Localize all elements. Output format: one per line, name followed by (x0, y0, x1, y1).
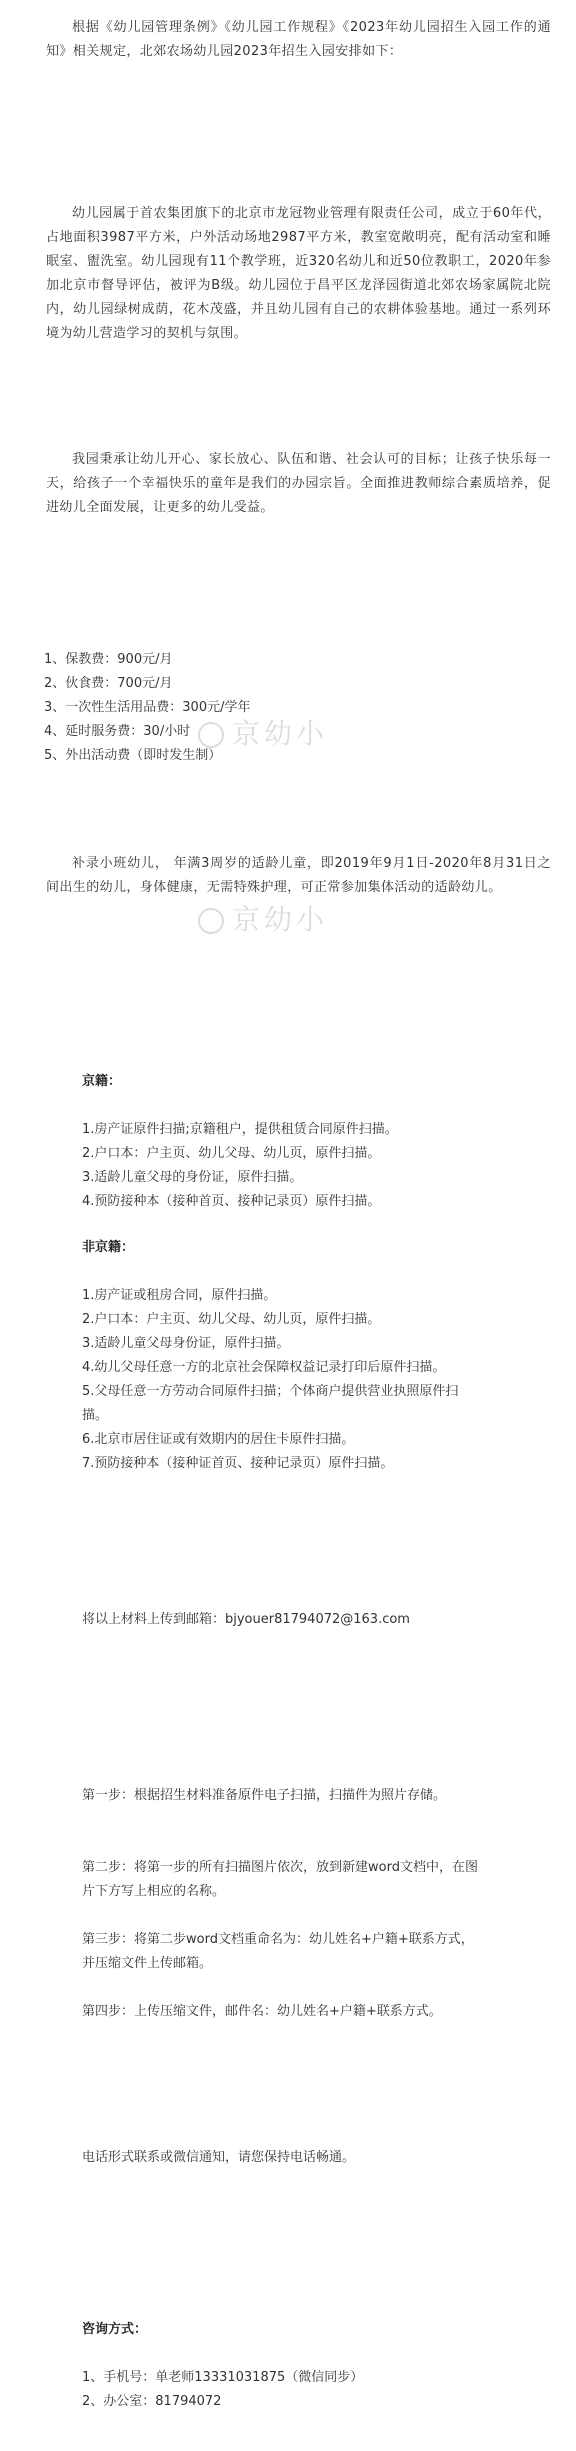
contact-phone: 1、手机号：单老师13331031875（微信同步） (82, 2370, 364, 2385)
nonbeijing-requirements (82, 1236, 482, 1476)
beijing-title: 京籍： (82, 1074, 122, 1089)
requirement-item: 2.户口本：户主页、幼儿父母、幼儿页，原件扫描。 (82, 1146, 381, 1161)
fee-list (44, 648, 524, 768)
fee-item: 2、伙食费：700元/月 (44, 676, 173, 691)
fee-item: 4、延时服务费：30/小时 (44, 724, 191, 739)
step-1: 第一步：根据招生材料准备原件电子扫描，扫描件为照片存储。 (82, 1788, 447, 1803)
intro-paragraph-1: 根据《幼儿园管理条例》《幼儿园工作规程》《2023年幼儿园招生入园工作的通知》相关规定，北郊农场幼儿园2023年招生入园安排如下： (46, 20, 551, 59)
intro-paragraph-3: 我园秉承让幼儿开心、家长放心、队伍和谐、社会认可的目标；让孩子快乐每一天，给孩子一个幸福快乐的童年是我们的办园宗旨。全面推进教师综合素质培养，促进幼儿全面发展，让更多的幼儿受益。 (46, 452, 551, 515)
requirement-item: 1.房产证或租房合同，原件扫描。 (82, 1288, 277, 1303)
requirement-item: 3.适龄儿童父母身份证，原件扫描。 (82, 1336, 290, 1351)
requirement-item: 6.北京市居住证或有效期内的居住卡原件扫描。 (82, 1432, 355, 1447)
upload-instruction: 将以上材料上传到邮箱：bjyouer81794072@163.com (82, 1612, 410, 1627)
contact-section (82, 2318, 482, 2414)
step-2: 第二步：将第一步的所有扫描图片依次，放到新建word文档中，在图片下方写上相应的名称。 (82, 1860, 478, 1899)
step-3: 第三步：将第二步word文档重命名为：幼儿姓名+户籍+联系方式，并压缩文件上传邮箱。 (82, 1932, 474, 1971)
requirement-item: 3.适龄儿童父母的身份证，原件扫描。 (82, 1170, 303, 1185)
requirement-item: 7.预防接种本（接种证首页、接种记录页）原件扫描。 (82, 1456, 394, 1471)
watermark-ring-icon (198, 908, 224, 934)
enrollment-paragraph: 补录小班幼儿， 年满3周岁的适龄儿童，即2019年9月1日-2020年8月31日之间出生的幼儿，身体健康，无需特殊护理，可正常参加集体活动的适龄幼儿。 (46, 856, 551, 895)
fee-item: 1、保教费：900元/月 (44, 652, 173, 667)
requirement-item: 1.房产证原件扫描;京籍租户，提供租赁合同原件扫描。 (82, 1122, 398, 1137)
notice-text: 电话形式联系或微信通知，请您保持电话畅通。 (82, 2150, 356, 2165)
requirement-item: 4.幼儿父母任意一方的北京社会保障权益记录打印后原件扫描。 (82, 1360, 446, 1375)
watermark-logo: 京幼小 (198, 712, 328, 752)
contact-title: 咨询方式： (82, 2322, 148, 2337)
requirement-item: 4.预防接种本（接种首页、接种记录页）原件扫描。 (82, 1194, 381, 1209)
nonbeijing-title: 非京籍： (82, 1240, 135, 1255)
watermark-logo: 京幼小 (198, 898, 328, 938)
requirement-item: 5.父母任意一方劳动合同原件扫描；个体商户提供营业执照原件扫描。 (82, 1384, 459, 1423)
fee-item: 3、一次性生活用品费：300元/学年 (44, 700, 251, 715)
step-4: 第四步：上传压缩文件，邮件名：幼儿姓名+户籍+联系方式。 (82, 2004, 442, 2019)
beijing-requirements (82, 1070, 482, 1214)
intro-paragraph-2: 幼儿园属于首农集团旗下的北京市龙冠物业管理有限责任公司，成立于60年代，占地面积3987平方米，户外活动场地2987平方米，教室宽敞明亮，配有活动室和睡眠室、盥洗室。幼儿园现有11个教学班，近320名幼儿和近50位教职工，2020年参加北京市督导评估，被评为B级。幼儿园位于昌平区龙泽园街道北郊农场家属院北院内，幼儿园绿树成荫，花木茂盛，并且幼儿园有自己的农耕体验基地。通过一系列环境为幼儿营造学习的契机与氛围。 (46, 206, 551, 341)
contact-office: 2、办公室：81794072 (82, 2394, 222, 2409)
requirement-item: 2.户口本：户主页、幼儿父母、幼儿页，原件扫描。 (82, 1312, 381, 1327)
fee-item: 5、外出活动费（即时发生制） (44, 748, 222, 763)
